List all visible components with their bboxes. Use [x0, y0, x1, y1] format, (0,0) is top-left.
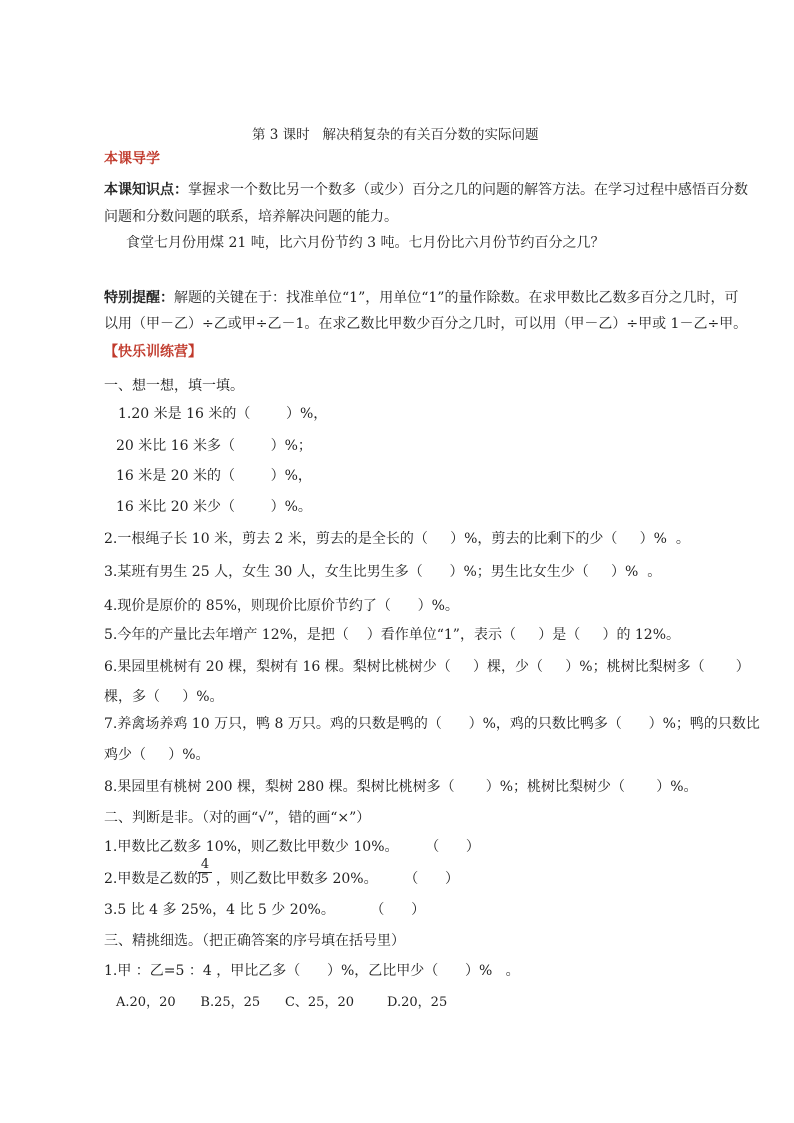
s1-q8: 8.果园里有桃树 200 棵，梨树 280 棵。梨树比桃树多（ ）%；桃树比梨树少（ ）%。 [104, 779, 698, 795]
s3-q1: 1.甲 ：乙=5 ：4 ，甲比乙多（ ）%，乙比甲少（ ）% 。 [104, 963, 520, 979]
s2-q2-pre: 2.甲数是乙数的 [104, 871, 202, 887]
s1-q6-line-2: 棵，多（ ）%。 [104, 689, 224, 705]
knowledge-label: 本课知识点： [104, 182, 188, 198]
section2-heading: 二、判断是非。（对的画“√”，错的画“×”） [104, 810, 371, 826]
s3-q1-options: A.20，20 B.25，25 C、25，20 D.20，25 [116, 995, 448, 1010]
s1-q7-line-1: 7.养禽场养鸡 10 万只，鸭 8 万只。鸡的只数是鸭的（ ）%，鸡的只数比鸭多（ ）%；鸭的只数比 [104, 716, 760, 732]
section3-heading: 三、精挑细选。（把正确答案的序号填在括号里） [104, 933, 405, 949]
knowledge-line-1 [104, 181, 748, 199]
guide-heading: 本课导学 [104, 151, 160, 167]
s1-q2: 2.一根绳子长 10 米，剪去 2 米，剪去的是全长的（ ）%，剪去的比剩下的少（ ）% 。 [104, 531, 690, 547]
camp-heading: 【快乐训练营】 [104, 344, 202, 360]
s1-q6-line-1: 6.果园里桃树有 20 棵，梨树有 16 棵。梨树比桃树少（ ）棵，少（ ）%；桃树比梨树多（ ） [104, 659, 750, 675]
tip-text-1: 解题的关键在于：找准单位“1”，用单位“1”的量作除数。在求甲数比乙数多百分之几时，可 [174, 290, 739, 306]
s1-q1-line-2: 20 米比 16 米多（ ）%； [116, 438, 312, 454]
page-title: 第 3 课时 解决稍复杂的有关百分数的实际问题 [252, 127, 539, 143]
fraction-numerator: 4 [198, 858, 212, 873]
s1-q4: 4.现价是原价的 85%，则现价比原价节约了（ ）%。 [104, 598, 459, 614]
s1-q3: 3.某班有男生 25 人，女生 30 人，女生比男生多（ ）%；男生比女生少（ ）% 。 [104, 564, 662, 580]
s2-q1: 1.甲数比乙数多 10%，则乙数比甲数少 10%。 （ ） [104, 839, 480, 855]
s1-q1-line-3: 16 米是 20 米的（ ）%， [116, 468, 312, 484]
tip-line-2: 以用（甲－乙）÷乙或甲÷乙－1。在求乙数比甲数少百分之几时，可以用（甲－乙）÷甲或 1－乙÷甲。 [104, 316, 748, 332]
knowledge-line-2: 问题和分数问题的联系，培养解决问题的能力。 [104, 209, 398, 225]
s1-q1-line-1: 1.20 米是 16 米的（ ）%， [118, 406, 328, 422]
s1-q7-line-2: 鸡少（ ）%。 [104, 747, 210, 763]
fraction-denominator: 5 [200, 872, 210, 887]
fraction-four-fifths [198, 858, 212, 887]
tip-label: 特别提醒： [104, 290, 174, 306]
s2-q2-post: ，则乙数比甲数多 20%。 （ ） [216, 871, 459, 887]
tip-line-1 [104, 289, 738, 307]
section1-heading: 一、想一想，填一填。 [104, 378, 244, 394]
example-problem: 食堂七月份用煤 21 吨，比六月份节约 3 吨。七月份比六月份节约百分之几？ [126, 235, 605, 251]
s1-q1-line-4: 16 米比 20 米少（ ）%。 [116, 499, 312, 515]
knowledge-text-1: 掌握求一个数比另一个数多（或少）百分之几的问题的解答方法。在学习过程中感悟百分数 [188, 182, 748, 198]
s2-q3: 3.5 比 4 多 25%，4 比 5 少 20%。 （ ） [104, 902, 426, 918]
s1-q5: 5.今年的产量比去年增产 12%，是把（ ）看作单位“1”，表示（ ）是（ ）的 12%。 [104, 627, 681, 643]
